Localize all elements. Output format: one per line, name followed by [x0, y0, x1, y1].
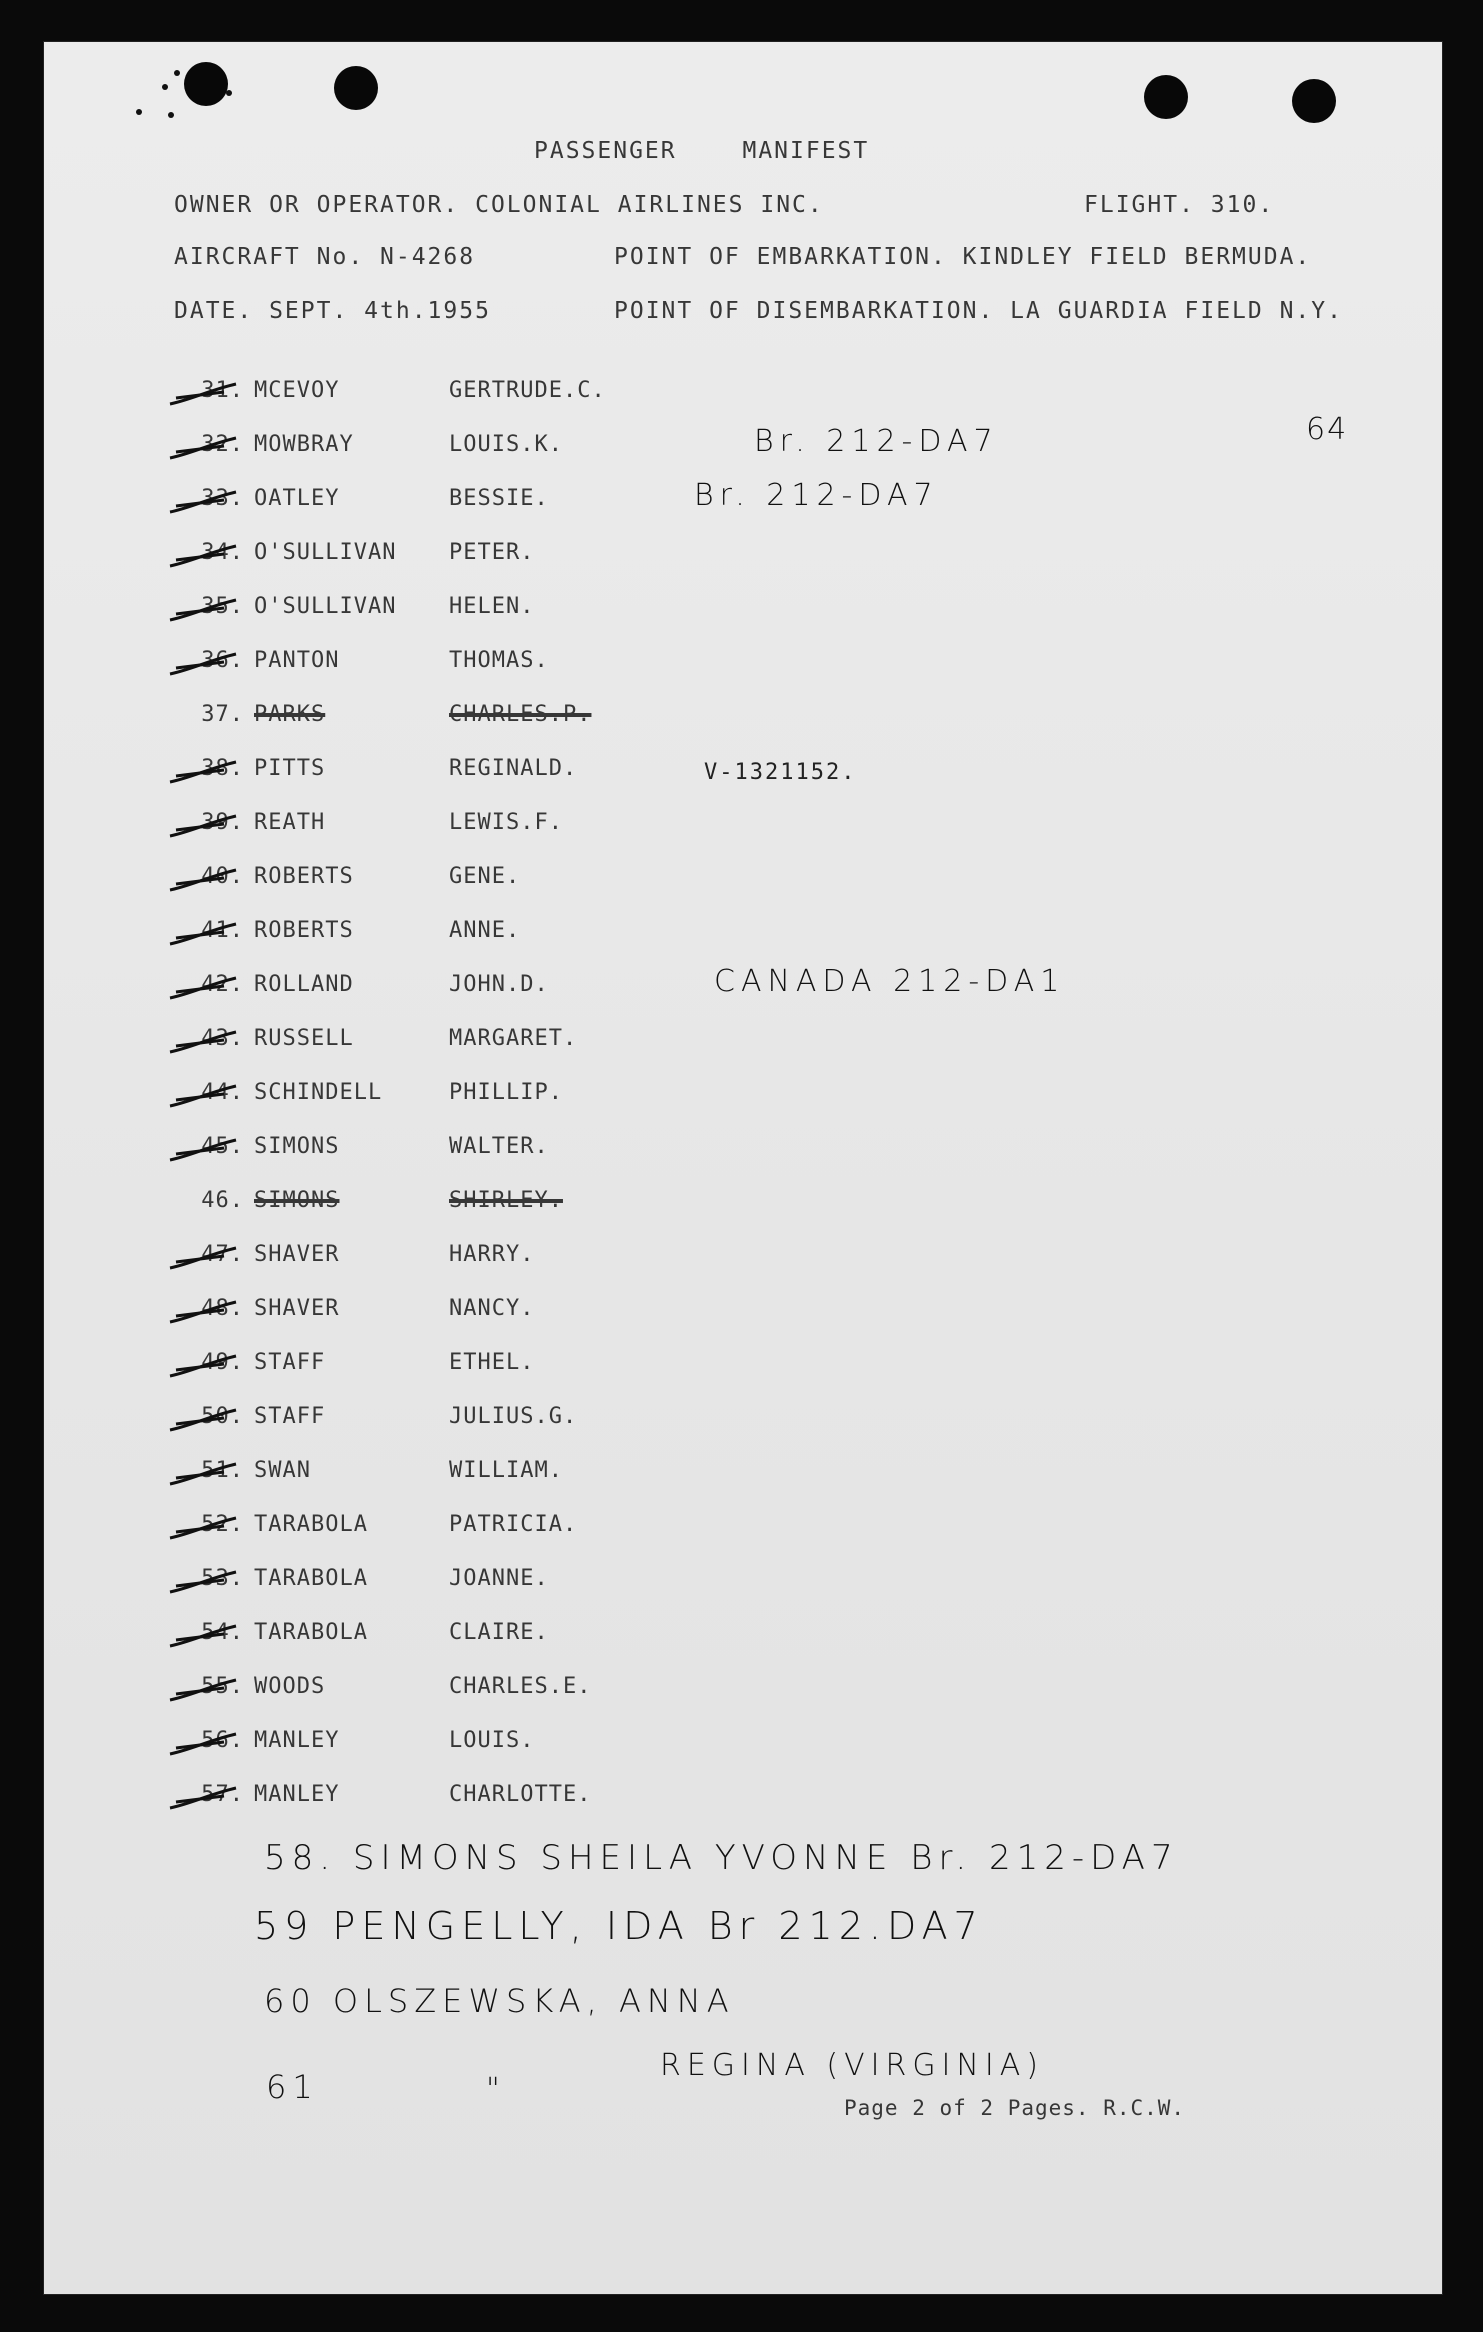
passenger-given-name: WALTER.	[449, 1134, 549, 1159]
passenger-row	[174, 648, 1274, 688]
passenger-number: 46.	[201, 1188, 244, 1213]
passenger-number: 43.	[201, 1026, 244, 1051]
passenger-number: 54.	[201, 1620, 244, 1645]
passenger-number: 32.	[201, 432, 244, 457]
disembarkation-line: POINT OF DISEMBARKATION. LA GUARDIA FIELD N.Y.	[614, 298, 1343, 324]
passenger-row	[174, 1728, 1274, 1768]
passenger-surname: TARABOLA	[254, 1512, 368, 1537]
passenger-surname: SWAN	[254, 1458, 311, 1483]
passenger-row	[174, 424, 1274, 472]
passenger-given-name: CHARLOTTE.	[449, 1782, 592, 1807]
passenger-given-name: JOHN.D.	[449, 972, 549, 997]
passenger-row	[174, 1296, 1274, 1336]
passenger-number: 38.	[201, 756, 244, 781]
passenger-row	[174, 1242, 1274, 1282]
punch-hole-left-2	[334, 66, 378, 110]
passenger-surname: ROBERTS	[254, 864, 354, 889]
passenger-given-name: ANNE.	[449, 918, 521, 943]
passenger-number: 45.	[201, 1134, 244, 1159]
passenger-row	[174, 594, 1274, 634]
passenger-number: 53.	[201, 1566, 244, 1591]
aircraft-line: AIRCRAFT No. N-4268	[174, 244, 476, 270]
handwritten-ditto-mark: "	[486, 2072, 506, 2107]
passenger-number: 40.	[201, 864, 244, 889]
passenger-number: 55.	[201, 1674, 244, 1699]
manifest-page	[44, 42, 1442, 2294]
passenger-number: 39.	[201, 810, 244, 835]
flight-number: FLIGHT. 310.	[1084, 192, 1275, 218]
passenger-surname: RUSSELL	[254, 1026, 354, 1051]
passenger-row	[174, 1674, 1274, 1714]
passenger-given-name: HELEN.	[449, 594, 535, 619]
passenger-surname: TARABOLA	[254, 1566, 368, 1591]
passenger-row	[174, 1080, 1274, 1120]
passenger-given-name: WILLIAM.	[449, 1458, 563, 1483]
passenger-row	[174, 1512, 1274, 1552]
handwritten-entry-59: 59 PENGELLY, IDA Br 212.DA7	[254, 1904, 984, 1948]
passenger-number: 51.	[201, 1458, 244, 1483]
passenger-surname: SHAVER	[254, 1242, 340, 1267]
page-footer: Page 2 of 2 Pages. R.C.W.	[844, 2096, 1186, 2120]
passenger-number: 42.	[201, 972, 244, 997]
date-line: DATE. SEPT. 4th.1955	[174, 298, 491, 324]
passenger-number: 52.	[201, 1512, 244, 1537]
passenger-surname: MOWBRAY	[254, 432, 354, 457]
passenger-given-name: BESSIE.	[449, 486, 549, 511]
passenger-given-name: HARRY.	[449, 1242, 535, 1267]
passenger-surname: STAFF	[254, 1404, 326, 1429]
passenger-row	[174, 702, 1274, 742]
passenger-number: 36.	[201, 648, 244, 673]
passenger-given-name: GERTRUDE.C.	[449, 378, 606, 403]
handwritten-entry-58: 58. SIMONS SHEILA YVONNE Br. 212-DA7	[264, 1838, 1179, 1878]
passenger-given-name: CHARLES.P.	[449, 702, 592, 727]
page-number-mark: 64	[1306, 412, 1349, 447]
passenger-row	[174, 478, 1274, 526]
ink-speck	[174, 70, 180, 76]
passenger-given-name: SHIRLEY.	[449, 1188, 563, 1213]
passenger-given-name: PETER.	[449, 540, 535, 565]
passenger-row	[174, 1188, 1274, 1228]
passenger-number: 50.	[201, 1404, 244, 1429]
passenger-row	[174, 756, 1274, 796]
passenger-number: 56.	[201, 1728, 244, 1753]
passenger-number: 33.	[201, 486, 244, 511]
passenger-surname: SIMONS	[254, 1188, 340, 1213]
passenger-given-name: ETHEL.	[449, 1350, 535, 1375]
passenger-surname: MANLEY	[254, 1782, 340, 1807]
passenger-surname: STAFF	[254, 1350, 326, 1375]
passenger-surname: SCHINDELL	[254, 1080, 383, 1105]
ink-speck	[168, 112, 174, 118]
passenger-given-name: PHILLIP.	[449, 1080, 563, 1105]
passenger-handwritten-note: Br. 212-DA7	[694, 478, 939, 513]
punch-hole-left-1	[184, 62, 228, 106]
handwritten-entry-60: 60 OLSZEWSKA, ANNA	[264, 1982, 735, 2020]
passenger-row	[174, 1782, 1274, 1822]
ink-speck	[136, 109, 142, 115]
passenger-given-name: LOUIS.K.	[449, 432, 563, 457]
passenger-number: 34.	[201, 540, 244, 565]
passenger-row	[174, 1026, 1274, 1066]
passenger-surname: SIMONS	[254, 1134, 340, 1159]
punch-hole-right-1	[1144, 75, 1188, 119]
punch-hole-right-2	[1292, 79, 1336, 123]
passenger-surname: ROBERTS	[254, 918, 354, 943]
passenger-handwritten-note: CANADA 212-DA1	[714, 964, 1066, 999]
passenger-number: 44.	[201, 1080, 244, 1105]
passenger-row	[174, 1566, 1274, 1606]
passenger-surname: SHAVER	[254, 1296, 340, 1321]
passenger-given-name: NANCY.	[449, 1296, 535, 1321]
passenger-given-name: JULIUS.G.	[449, 1404, 578, 1429]
passenger-row	[174, 810, 1274, 850]
passenger-list	[174, 378, 1274, 1818]
passenger-given-name: LOUIS.	[449, 1728, 535, 1753]
passenger-handwritten-note: Br. 212-DA7	[754, 424, 999, 459]
passenger-number: 49.	[201, 1350, 244, 1375]
passenger-given-name: JOANNE.	[449, 1566, 549, 1591]
passenger-row	[174, 964, 1274, 1012]
passenger-row	[174, 1458, 1274, 1498]
passenger-surname: REATH	[254, 810, 326, 835]
passenger-surname: PANTON	[254, 648, 340, 673]
embarkation-line: POINT OF EMBARKATION. KINDLEY FIELD BERMUDA.	[614, 244, 1312, 270]
passenger-handwritten-note: V-1321152.	[704, 760, 857, 785]
passenger-row	[174, 1404, 1274, 1444]
passenger-number: 35.	[201, 594, 244, 619]
passenger-row	[174, 1350, 1274, 1390]
passenger-row	[174, 1134, 1274, 1174]
passenger-surname: WOODS	[254, 1674, 326, 1699]
passenger-number: 31.	[201, 378, 244, 403]
handwritten-entry-61-given: REGINA (VIRGINIA)	[660, 2048, 1044, 2083]
passenger-surname: MANLEY	[254, 1728, 340, 1753]
passenger-given-name: CLAIRE.	[449, 1620, 549, 1645]
ink-speck	[226, 90, 232, 96]
manifest-title: PASSENGER MANIFEST	[534, 138, 870, 164]
passenger-surname: MCEVOY	[254, 378, 340, 403]
passenger-row	[174, 540, 1274, 580]
passenger-number: 37.	[201, 702, 244, 727]
owner-operator-line: OWNER OR OPERATOR. COLONIAL AIRLINES INC.	[174, 192, 824, 218]
passenger-surname: O'SULLIVAN	[254, 540, 397, 565]
passenger-number: 47.	[201, 1242, 244, 1267]
handwritten-entry-61-number: 61	[266, 2068, 319, 2106]
passenger-surname: PARKS	[254, 702, 326, 727]
passenger-given-name: REGINALD.	[449, 756, 578, 781]
passenger-surname: TARABOLA	[254, 1620, 368, 1645]
ink-speck	[162, 84, 168, 90]
passenger-row	[174, 1620, 1274, 1660]
passenger-row	[174, 918, 1274, 958]
passenger-given-name: CHARLES.E.	[449, 1674, 592, 1699]
passenger-surname: ROLLAND	[254, 972, 354, 997]
passenger-surname: OATLEY	[254, 486, 340, 511]
passenger-number: 48.	[201, 1296, 244, 1321]
passenger-given-name: GENE.	[449, 864, 521, 889]
passenger-number: 41.	[201, 918, 244, 943]
passenger-given-name: THOMAS.	[449, 648, 549, 673]
passenger-row	[174, 864, 1274, 904]
passenger-given-name: MARGARET.	[449, 1026, 578, 1051]
passenger-number: 57.	[201, 1782, 244, 1807]
passenger-given-name: PATRICIA.	[449, 1512, 578, 1537]
passenger-surname: O'SULLIVAN	[254, 594, 397, 619]
passenger-row	[174, 378, 1274, 418]
passenger-surname: PITTS	[254, 756, 326, 781]
passenger-given-name: LEWIS.F.	[449, 810, 563, 835]
